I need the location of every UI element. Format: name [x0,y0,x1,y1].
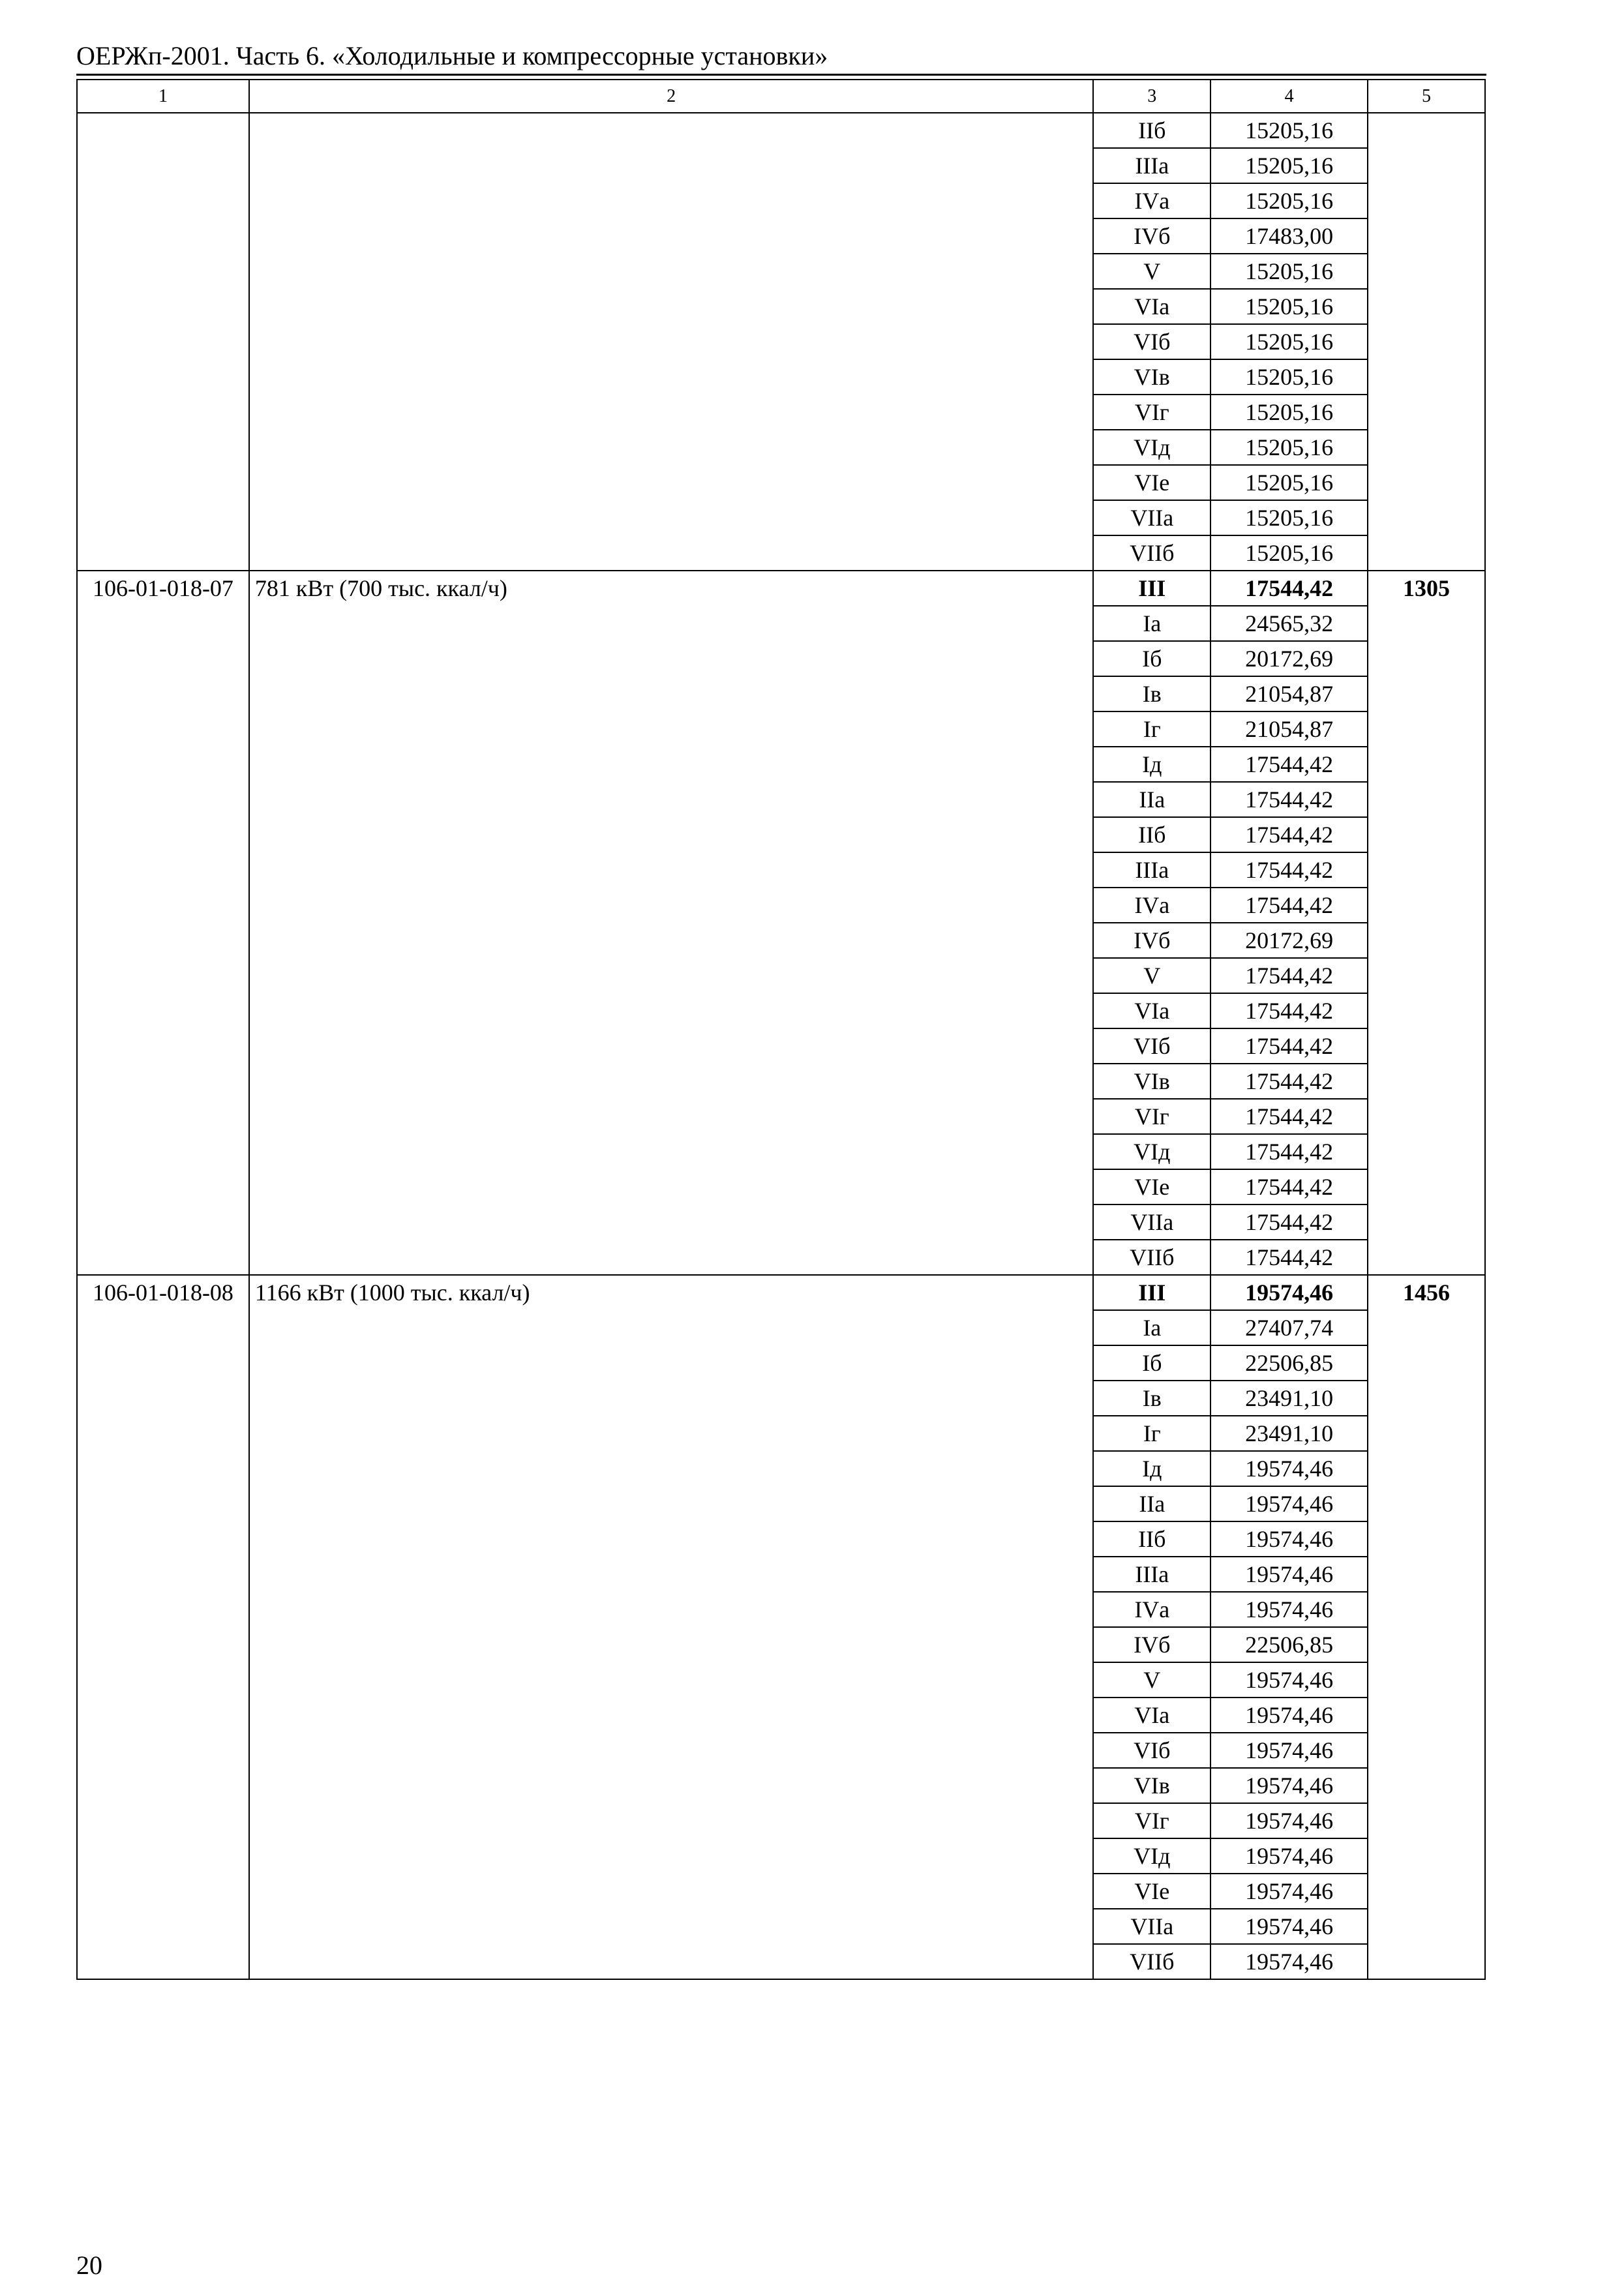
table-row [77,1275,1485,1310]
price-cell: 17483,00 [1210,218,1368,254]
zone-cell: IVа [1093,1592,1210,1627]
zone-cell: Iг [1093,1416,1210,1451]
item-code-cell: 106-01-018-07 [77,571,249,1275]
price-cell: 19574,46 [1210,1486,1368,1521]
price-cell: 15205,16 [1210,535,1368,571]
column-number: 2 [249,80,1093,113]
zone-cell: III [1093,571,1210,606]
zone-cell: VIIб [1093,1240,1210,1275]
zone-cell: VIд [1093,1838,1210,1874]
price-cell: 15205,16 [1210,359,1368,395]
zone-cell: Iб [1093,1345,1210,1381]
zone-cell: IVб [1093,923,1210,958]
zone-cell: IVб [1093,1627,1210,1662]
zone-cell: Iг [1093,711,1210,747]
price-cell: 15205,16 [1210,289,1368,324]
price-cell: 19574,46 [1210,1698,1368,1733]
total-cell [1368,113,1485,571]
price-cell: 19574,46 [1210,1275,1368,1310]
price-cell: 23491,10 [1210,1416,1368,1451]
zone-cell: IVа [1093,888,1210,923]
item-code-cell [77,113,249,571]
price-cell: 15205,16 [1210,254,1368,289]
table-row [77,571,1485,606]
price-cell: 19574,46 [1210,1909,1368,1944]
zone-cell: IIб [1093,113,1210,148]
price-cell: 17544,42 [1210,852,1368,888]
zone-cell: IIб [1093,817,1210,852]
zone-cell: VIе [1093,1874,1210,1909]
zone-cell: Iв [1093,676,1210,711]
price-cell: 17544,42 [1210,1169,1368,1204]
zone-cell: IIIа [1093,1557,1210,1592]
price-cell: 17544,42 [1210,571,1368,606]
price-cell: 15205,16 [1210,148,1368,183]
table-row [77,113,1485,148]
zone-cell: IIа [1093,782,1210,817]
price-cell: 19574,46 [1210,1768,1368,1803]
zone-cell: V [1093,254,1210,289]
price-cell: 17544,42 [1210,1134,1368,1169]
price-cell: 17544,42 [1210,993,1368,1028]
zone-cell: VIб [1093,1028,1210,1064]
zone-cell: VIIа [1093,1204,1210,1240]
price-cell: 17544,42 [1210,817,1368,852]
price-cell: 19574,46 [1210,1521,1368,1557]
zone-cell: VIIа [1093,500,1210,535]
zone-cell: Iа [1093,1310,1210,1345]
zone-cell: VIа [1093,289,1210,324]
zone-cell: VIг [1093,1803,1210,1838]
price-cell: 20172,69 [1210,923,1368,958]
price-cell: 27407,74 [1210,1310,1368,1345]
total-cell: 1305 [1368,571,1485,1275]
zone-cell: VIв [1093,1064,1210,1099]
zone-cell: VIг [1093,395,1210,430]
zone-cell: IVа [1093,183,1210,218]
item-description-cell: 1166 кВт (1000 тыс. ккал/ч) [249,1275,1093,1979]
price-cell: 19574,46 [1210,1733,1368,1768]
price-cell: 17544,42 [1210,888,1368,923]
zone-cell: V [1093,1662,1210,1698]
zone-cell: Iб [1093,641,1210,676]
column-number: 3 [1093,80,1210,113]
price-cell: 17544,42 [1210,958,1368,993]
item-code-cell: 106-01-018-08 [77,1275,249,1979]
zone-cell: IIа [1093,1486,1210,1521]
price-cell: 19574,46 [1210,1557,1368,1592]
price-cell: 17544,42 [1210,1099,1368,1134]
price-cell: 19574,46 [1210,1838,1368,1874]
price-cell: 21054,87 [1210,711,1368,747]
price-cell: 15205,16 [1210,500,1368,535]
price-cell: 19574,46 [1210,1944,1368,1979]
zone-cell: IVб [1093,218,1210,254]
total-cell: 1456 [1368,1275,1485,1979]
price-cell: 20172,69 [1210,641,1368,676]
price-cell: 17544,42 [1210,1204,1368,1240]
price-cell: 17544,42 [1210,747,1368,782]
column-number-row [77,80,1485,113]
zone-cell: IIIа [1093,852,1210,888]
zone-cell: V [1093,958,1210,993]
price-cell: 22506,85 [1210,1345,1368,1381]
price-cell: 17544,42 [1210,1028,1368,1064]
price-cell: 17544,42 [1210,782,1368,817]
price-cell: 19574,46 [1210,1592,1368,1627]
price-cell: 15205,16 [1210,113,1368,148]
price-cell: 22506,85 [1210,1627,1368,1662]
price-cell: 17544,42 [1210,1240,1368,1275]
price-cell: 19574,46 [1210,1451,1368,1486]
zone-cell: VIIб [1093,1944,1210,1979]
zone-cell: VIд [1093,1134,1210,1169]
zone-cell: VIв [1093,359,1210,395]
zone-cell: IIб [1093,1521,1210,1557]
column-number: 4 [1210,80,1368,113]
price-cell: 23491,10 [1210,1381,1368,1416]
item-description-cell [249,113,1093,571]
column-number: 1 [77,80,249,113]
rates-table [76,79,1486,1980]
zone-cell: VIа [1093,993,1210,1028]
page-header-title: ОЕРЖп-2001. Часть 6. «Холодильные и компрессорные установки» [76,41,828,70]
price-cell: 21054,87 [1210,676,1368,711]
zone-cell: VIд [1093,430,1210,465]
column-number: 5 [1368,80,1485,113]
price-cell: 15205,16 [1210,395,1368,430]
zone-cell: VIа [1093,1698,1210,1733]
price-cell: 24565,32 [1210,606,1368,641]
zone-cell: VIг [1093,1099,1210,1134]
item-description-cell: 781 кВт (700 тыс. ккал/ч) [249,571,1093,1275]
price-cell: 15205,16 [1210,465,1368,500]
zone-cell: Iд [1093,747,1210,782]
zone-cell: III [1093,1275,1210,1310]
zone-cell: VIIа [1093,1909,1210,1944]
price-cell: 19574,46 [1210,1803,1368,1838]
zone-cell: Iв [1093,1381,1210,1416]
price-cell: 17544,42 [1210,1064,1368,1099]
zone-cell: VIб [1093,1733,1210,1768]
page-number: 20 [76,2251,102,2280]
zone-cell: VIе [1093,1169,1210,1204]
price-cell: 15205,16 [1210,183,1368,218]
zone-cell: VIв [1093,1768,1210,1803]
zone-cell: VIIб [1093,535,1210,571]
zone-cell: Iа [1093,606,1210,641]
header-divider [76,74,1486,76]
zone-cell: VIб [1093,324,1210,359]
zone-cell: IIIа [1093,148,1210,183]
zone-cell: Iд [1093,1451,1210,1486]
price-cell: 19574,46 [1210,1874,1368,1909]
price-cell: 15205,16 [1210,430,1368,465]
zone-cell: VIе [1093,465,1210,500]
price-cell: 15205,16 [1210,324,1368,359]
price-cell: 19574,46 [1210,1662,1368,1698]
